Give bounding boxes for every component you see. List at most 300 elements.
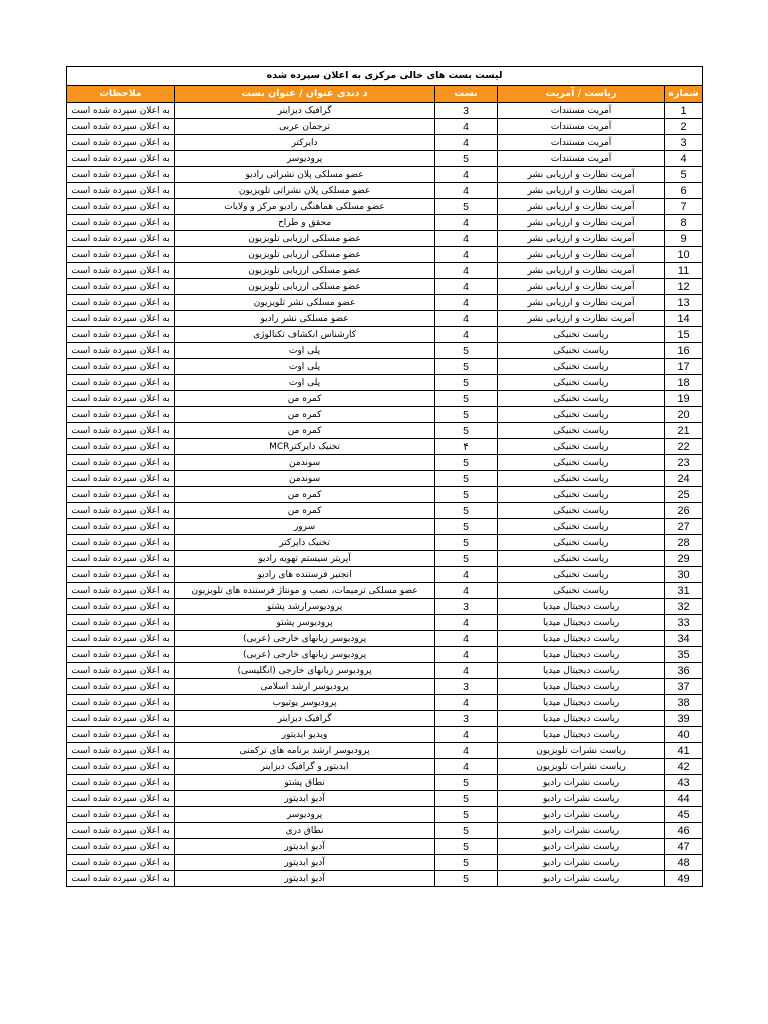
cell-grade: 4 [435, 727, 498, 743]
cell-grade: 5 [435, 791, 498, 807]
cell-remarks: به اعلان سپرده شده است [67, 135, 175, 151]
cell-department: آمریت نظارت و ارزیابی نشر [498, 183, 665, 199]
cell-number: 24 [665, 471, 703, 487]
table-row [67, 247, 703, 263]
cell-number: 26 [665, 503, 703, 519]
table-row [67, 647, 703, 663]
cell-position: پلی اوت [175, 343, 435, 359]
cell-department: ریاست نشرات تلویزیون [498, 759, 665, 775]
table-row [67, 535, 703, 551]
cell-number: 25 [665, 487, 703, 503]
table-row [67, 567, 703, 583]
cell-position: عضو مسلکی ارزیابی تلویزیون [175, 263, 435, 279]
cell-grade: 4 [435, 647, 498, 663]
cell-grade: 4 [435, 311, 498, 327]
cell-position: عضو مسلکی ارزیابی تلویزیون [175, 231, 435, 247]
cell-remarks: به اعلان سپرده شده است [67, 743, 175, 759]
cell-number: 29 [665, 551, 703, 567]
table-row [67, 839, 703, 855]
cell-department: ریاست دیجیتال میدیا [498, 647, 665, 663]
vacancy-table [66, 66, 703, 887]
table-row [67, 551, 703, 567]
cell-number: 10 [665, 247, 703, 263]
cell-number: 48 [665, 855, 703, 871]
table-row [67, 615, 703, 631]
cell-remarks: به اعلان سپرده شده است [67, 391, 175, 407]
cell-department: ریاست تخنیکی [498, 487, 665, 503]
table-row [67, 727, 703, 743]
cell-remarks: به اعلان سپرده شده است [67, 247, 175, 263]
table-row [67, 471, 703, 487]
cell-remarks: به اعلان سپرده شده است [67, 375, 175, 391]
cell-department: ریاست تخنیکی [498, 535, 665, 551]
cell-position: عضو مسلکی نشر تلویزیون [175, 295, 435, 311]
cell-remarks: به اعلان سپرده شده است [67, 103, 175, 119]
cell-remarks: به اعلان سپرده شده است [67, 327, 175, 343]
table-row [67, 503, 703, 519]
cell-grade: 5 [435, 391, 498, 407]
table-body [67, 103, 703, 887]
sheet-title: لیست بست های خالی مرکزی به اعلان سپرده شده [67, 67, 703, 86]
cell-remarks: به اعلان سپرده شده است [67, 631, 175, 647]
cell-remarks: به اعلان سپرده شده است [67, 615, 175, 631]
cell-grade: 4 [435, 567, 498, 583]
cell-number: 6 [665, 183, 703, 199]
cell-position: پرودیوسر [175, 151, 435, 167]
cell-position: کارشناس انکشاف تکنالوژی [175, 327, 435, 343]
cell-department: آمریت نظارت و ارزیابی نشر [498, 199, 665, 215]
table-row [67, 231, 703, 247]
cell-department: ریاست نشرات رادیو [498, 871, 665, 887]
cell-position: آدیو ایدیتور [175, 839, 435, 855]
cell-department: آمریت مستندات [498, 103, 665, 119]
cell-department: ریاست دیجیتال میدیا [498, 599, 665, 615]
header-grade: بست [435, 86, 498, 103]
table-row [67, 759, 703, 775]
cell-number: 5 [665, 167, 703, 183]
cell-position: عضو مسلکی ترمیمات، نصب و مونتاژ فرستنده های تلویزیون [175, 583, 435, 599]
table-row [67, 135, 703, 151]
cell-remarks: به اعلان سپرده شده است [67, 167, 175, 183]
cell-grade: 5 [435, 455, 498, 471]
cell-remarks: به اعلان سپرده شده است [67, 535, 175, 551]
cell-grade: 4 [435, 231, 498, 247]
cell-number: 33 [665, 615, 703, 631]
cell-remarks: به اعلان سپرده شده است [67, 839, 175, 855]
table-row [67, 311, 703, 327]
cell-grade: 3 [435, 599, 498, 615]
cell-position: پرودیوسر یوتیوب [175, 695, 435, 711]
cell-department: ریاست تخنیکی [498, 407, 665, 423]
cell-remarks: به اعلان سپرده شده است [67, 279, 175, 295]
cell-position: آدیو ایدیتور [175, 791, 435, 807]
cell-department: ریاست نشرات رادیو [498, 791, 665, 807]
cell-department: ریاست تخنیکی [498, 519, 665, 535]
header-department: ریاست / آمریت [498, 86, 665, 103]
table-row [67, 215, 703, 231]
cell-number: 17 [665, 359, 703, 375]
cell-grade: 4 [435, 583, 498, 599]
cell-grade: 3 [435, 711, 498, 727]
header-remarks: ملاحظات [67, 86, 175, 103]
cell-grade: 5 [435, 519, 498, 535]
cell-remarks: به اعلان سپرده شده است [67, 807, 175, 823]
cell-grade: ۴ [435, 439, 498, 455]
cell-position: کمره من [175, 503, 435, 519]
cell-position: محقق و طراح [175, 215, 435, 231]
cell-remarks: به اعلان سپرده شده است [67, 295, 175, 311]
cell-department: آمریت مستندات [498, 135, 665, 151]
table-row [67, 407, 703, 423]
cell-position: آدیو ایدیتور [175, 855, 435, 871]
cell-position: تخنیک دایرکتر [175, 535, 435, 551]
cell-number: 32 [665, 599, 703, 615]
table-row [67, 359, 703, 375]
cell-remarks: به اعلان سپرده شده است [67, 119, 175, 135]
cell-number: 49 [665, 871, 703, 887]
cell-position: نطاق دری [175, 823, 435, 839]
header-row [67, 86, 703, 103]
cell-position: انجنیر فرستنده های رادیو [175, 567, 435, 583]
cell-position: ایدیتور و گرافیک دیزاینر [175, 759, 435, 775]
cell-number: 43 [665, 775, 703, 791]
cell-grade: 4 [435, 247, 498, 263]
cell-department: ریاست دیجیتال میدیا [498, 631, 665, 647]
cell-remarks: به اعلان سپرده شده است [67, 439, 175, 455]
cell-remarks: به اعلان سپرده شده است [67, 599, 175, 615]
cell-remarks: به اعلان سپرده شده است [67, 311, 175, 327]
cell-grade: 5 [435, 871, 498, 887]
cell-position: پرودیوسر ارشد برنامه های ترکمنی [175, 743, 435, 759]
table-row [67, 391, 703, 407]
cell-grade: 4 [435, 295, 498, 311]
table-row [67, 823, 703, 839]
cell-remarks: به اعلان سپرده شده است [67, 503, 175, 519]
cell-grade: 5 [435, 487, 498, 503]
cell-department: آمریت مستندات [498, 119, 665, 135]
cell-grade: 5 [435, 199, 498, 215]
cell-position: پلی اوت [175, 359, 435, 375]
cell-number: 18 [665, 375, 703, 391]
cell-grade: 3 [435, 679, 498, 695]
cell-position: گرافیک دیزاینر [175, 711, 435, 727]
cell-department: آمریت نظارت و ارزیابی نشر [498, 215, 665, 231]
cell-number: 36 [665, 663, 703, 679]
table-row [67, 487, 703, 503]
cell-position: عضو مسلکی هماهنگی رادیو مرکز و ولایات [175, 199, 435, 215]
table-row [67, 743, 703, 759]
cell-department: آمریت مستندات [498, 151, 665, 167]
cell-position: پرودیوسرارشد پشتو [175, 599, 435, 615]
cell-number: 45 [665, 807, 703, 823]
cell-number: 11 [665, 263, 703, 279]
cell-department: ریاست نشرات رادیو [498, 823, 665, 839]
cell-position: پلی اوت [175, 375, 435, 391]
cell-remarks: به اعلان سپرده شده است [67, 183, 175, 199]
cell-position: عضو مسلکی نشر رادیو [175, 311, 435, 327]
cell-position: ویدیو ایدیتور [175, 727, 435, 743]
cell-grade: 4 [435, 631, 498, 647]
cell-remarks: به اعلان سپرده شده است [67, 583, 175, 599]
cell-department: آمریت نظارت و ارزیابی نشر [498, 231, 665, 247]
cell-position: آدیو ایدیتور [175, 871, 435, 887]
cell-number: 21 [665, 423, 703, 439]
cell-department: ریاست تخنیکی [498, 343, 665, 359]
cell-remarks: به اعلان سپرده شده است [67, 471, 175, 487]
cell-grade: 5 [435, 839, 498, 855]
cell-department: ریاست نشرات رادیو [498, 839, 665, 855]
table-row [67, 279, 703, 295]
cell-remarks: به اعلان سپرده شده است [67, 487, 175, 503]
table-row [67, 167, 703, 183]
cell-number: 7 [665, 199, 703, 215]
cell-department: ریاست دیجیتال میدیا [498, 663, 665, 679]
cell-position: سوندمن [175, 471, 435, 487]
cell-number: 8 [665, 215, 703, 231]
cell-remarks: به اعلان سپرده شده است [67, 567, 175, 583]
cell-position: سوندمن [175, 455, 435, 471]
cell-grade: 4 [435, 279, 498, 295]
cell-grade: 4 [435, 183, 498, 199]
cell-position: عضو مسلکی پلان نشراتی تلویزیون [175, 183, 435, 199]
cell-remarks: به اعلان سپرده شده است [67, 711, 175, 727]
table-row [67, 263, 703, 279]
cell-position: دایرکتر [175, 135, 435, 151]
table-row [67, 343, 703, 359]
cell-grade: 5 [435, 343, 498, 359]
cell-remarks: به اعلان سپرده شده است [67, 679, 175, 695]
cell-department: ریاست دیجیتال میدیا [498, 727, 665, 743]
cell-number: 16 [665, 343, 703, 359]
cell-number: 22 [665, 439, 703, 455]
table-row [67, 327, 703, 343]
cell-remarks: به اعلان سپرده شده است [67, 263, 175, 279]
cell-number: 40 [665, 727, 703, 743]
cell-grade: 4 [435, 695, 498, 711]
cell-position: پرودیوسر زبانهای خارجی (عربی) [175, 631, 435, 647]
cell-number: 38 [665, 695, 703, 711]
cell-number: 23 [665, 455, 703, 471]
table-row [67, 871, 703, 887]
cell-remarks: به اعلان سپرده شده است [67, 423, 175, 439]
cell-grade: 4 [435, 743, 498, 759]
cell-remarks: به اعلان سپرده شده است [67, 343, 175, 359]
cell-grade: 5 [435, 855, 498, 871]
cell-number: 41 [665, 743, 703, 759]
cell-grade: 4 [435, 215, 498, 231]
table-row [67, 711, 703, 727]
cell-department: آمریت نظارت و ارزیابی نشر [498, 311, 665, 327]
cell-remarks: به اعلان سپرده شده است [67, 519, 175, 535]
table-row [67, 119, 703, 135]
cell-department: ریاست تخنیکی [498, 503, 665, 519]
cell-number: 35 [665, 647, 703, 663]
cell-grade: 4 [435, 759, 498, 775]
cell-position: کمره من [175, 391, 435, 407]
cell-position: کمره من [175, 487, 435, 503]
cell-number: 3 [665, 135, 703, 151]
cell-number: 13 [665, 295, 703, 311]
cell-position: آپریتر سیستم تهویه رادیو [175, 551, 435, 567]
cell-department: ریاست تخنیکی [498, 327, 665, 343]
cell-number: 46 [665, 823, 703, 839]
cell-department: آمریت نظارت و ارزیابی نشر [498, 247, 665, 263]
cell-department: ریاست دیجیتال میدیا [498, 679, 665, 695]
cell-grade: 5 [435, 407, 498, 423]
cell-grade: 5 [435, 503, 498, 519]
cell-position: پرودیوسر [175, 807, 435, 823]
table-row [67, 583, 703, 599]
cell-remarks: به اعلان سپرده شده است [67, 855, 175, 871]
cell-grade: 3 [435, 103, 498, 119]
cell-department: ریاست نشرات رادیو [498, 807, 665, 823]
cell-number: 31 [665, 583, 703, 599]
cell-grade: 5 [435, 775, 498, 791]
cell-grade: 4 [435, 167, 498, 183]
cell-grade: 4 [435, 615, 498, 631]
cell-remarks: به اعلان سپرده شده است [67, 871, 175, 887]
cell-position: پرودیوسر زبانهای خارجی (عربی) [175, 647, 435, 663]
cell-department: ریاست دیجیتال میدیا [498, 711, 665, 727]
cell-grade: 5 [435, 823, 498, 839]
table-row [67, 519, 703, 535]
cell-department: ریاست تخنیکی [498, 375, 665, 391]
cell-grade: 4 [435, 663, 498, 679]
cell-department: ریاست دیجیتال میدیا [498, 695, 665, 711]
cell-number: 1 [665, 103, 703, 119]
cell-grade: 5 [435, 535, 498, 551]
cell-grade: 5 [435, 551, 498, 567]
cell-position: عضو مسلکی ارزیابی تلویزیون [175, 247, 435, 263]
cell-number: 39 [665, 711, 703, 727]
table-row [67, 807, 703, 823]
cell-remarks: به اعلان سپرده شده است [67, 359, 175, 375]
cell-department: ریاست تخنیکی [498, 359, 665, 375]
cell-grade: 4 [435, 263, 498, 279]
cell-remarks: به اعلان سپرده شده است [67, 455, 175, 471]
cell-remarks: به اعلان سپرده شده است [67, 199, 175, 215]
table-row [67, 199, 703, 215]
cell-remarks: به اعلان سپرده شده است [67, 215, 175, 231]
cell-department: آمریت نظارت و ارزیابی نشر [498, 295, 665, 311]
table-row [67, 375, 703, 391]
cell-grade: 5 [435, 375, 498, 391]
cell-grade: 5 [435, 807, 498, 823]
cell-position: کمره من [175, 407, 435, 423]
cell-department: ریاست نشرات رادیو [498, 775, 665, 791]
cell-remarks: به اعلان سپرده شده است [67, 791, 175, 807]
cell-grade: 4 [435, 327, 498, 343]
cell-department: ریاست تخنیکی [498, 551, 665, 567]
cell-number: 28 [665, 535, 703, 551]
cell-number: 37 [665, 679, 703, 695]
table-row [67, 855, 703, 871]
cell-position: کمره من [175, 423, 435, 439]
table-row [67, 439, 703, 455]
cell-grade: 4 [435, 135, 498, 151]
table-row [67, 775, 703, 791]
cell-position: پرودیوسر ارشد اسلامی [175, 679, 435, 695]
cell-grade: 5 [435, 359, 498, 375]
cell-number: 20 [665, 407, 703, 423]
cell-remarks: به اعلان سپرده شده است [67, 823, 175, 839]
cell-position: پرودیوسر پشتو [175, 615, 435, 631]
cell-remarks: به اعلان سپرده شده است [67, 151, 175, 167]
cell-department: ریاست تخنیکی [498, 567, 665, 583]
header-position: د دندی عنوان / عنوان بست [175, 86, 435, 103]
table-row [67, 455, 703, 471]
cell-department: آمریت نظارت و ارزیابی نشر [498, 263, 665, 279]
cell-department: ریاست نشرات تلویزیون [498, 743, 665, 759]
cell-number: 15 [665, 327, 703, 343]
table-row [67, 423, 703, 439]
cell-department: ریاست تخنیکی [498, 391, 665, 407]
cell-position: ترجمان عربی [175, 119, 435, 135]
cell-position: سرور [175, 519, 435, 535]
table-row [67, 151, 703, 167]
cell-department: ریاست تخنیکی [498, 423, 665, 439]
cell-department: آمریت نظارت و ارزیابی نشر [498, 279, 665, 295]
cell-grade: 5 [435, 471, 498, 487]
cell-number: 44 [665, 791, 703, 807]
cell-number: 4 [665, 151, 703, 167]
cell-position: عضو مسلکی پلان نشراتی رادیو [175, 167, 435, 183]
table-row [67, 695, 703, 711]
cell-department: ریاست تخنیکی [498, 583, 665, 599]
cell-number: 47 [665, 839, 703, 855]
cell-number: 34 [665, 631, 703, 647]
cell-grade: 5 [435, 151, 498, 167]
cell-department: ریاست تخنیکی [498, 439, 665, 455]
cell-number: 14 [665, 311, 703, 327]
cell-remarks: به اعلان سپرده شده است [67, 231, 175, 247]
cell-number: 19 [665, 391, 703, 407]
cell-position: نطاق پشتو [175, 775, 435, 791]
cell-remarks: به اعلان سپرده شده است [67, 695, 175, 711]
cell-position: گرافیک دیزاینر [175, 103, 435, 119]
cell-number: 2 [665, 119, 703, 135]
cell-remarks: به اعلان سپرده شده است [67, 775, 175, 791]
table-row [67, 663, 703, 679]
header-number: شماره [665, 86, 703, 103]
cell-position: تخنیک دایرکترMCR [175, 439, 435, 455]
cell-number: 9 [665, 231, 703, 247]
cell-department: ریاست تخنیکی [498, 455, 665, 471]
cell-number: 27 [665, 519, 703, 535]
cell-department: ریاست نشرات رادیو [498, 855, 665, 871]
cell-remarks: به اعلان سپرده شده است [67, 727, 175, 743]
table-row [67, 599, 703, 615]
table-row [67, 791, 703, 807]
cell-position: عضو مسلکی ارزیابی تلویزیون [175, 279, 435, 295]
cell-department: آمریت نظارت و ارزیابی نشر [498, 167, 665, 183]
cell-department: ریاست دیجیتال میدیا [498, 615, 665, 631]
table-row [67, 295, 703, 311]
cell-number: 42 [665, 759, 703, 775]
cell-grade: 5 [435, 423, 498, 439]
cell-remarks: به اعلان سپرده شده است [67, 663, 175, 679]
cell-grade: 4 [435, 119, 498, 135]
vacancy-sheet [66, 66, 702, 887]
table-row [67, 183, 703, 199]
cell-number: 30 [665, 567, 703, 583]
table-row [67, 103, 703, 119]
cell-number: 12 [665, 279, 703, 295]
cell-remarks: به اعلان سپرده شده است [67, 407, 175, 423]
cell-position: پرودیوسر زبانهای خارجی (انگلیسی) [175, 663, 435, 679]
table-row [67, 631, 703, 647]
cell-remarks: به اعلان سپرده شده است [67, 759, 175, 775]
